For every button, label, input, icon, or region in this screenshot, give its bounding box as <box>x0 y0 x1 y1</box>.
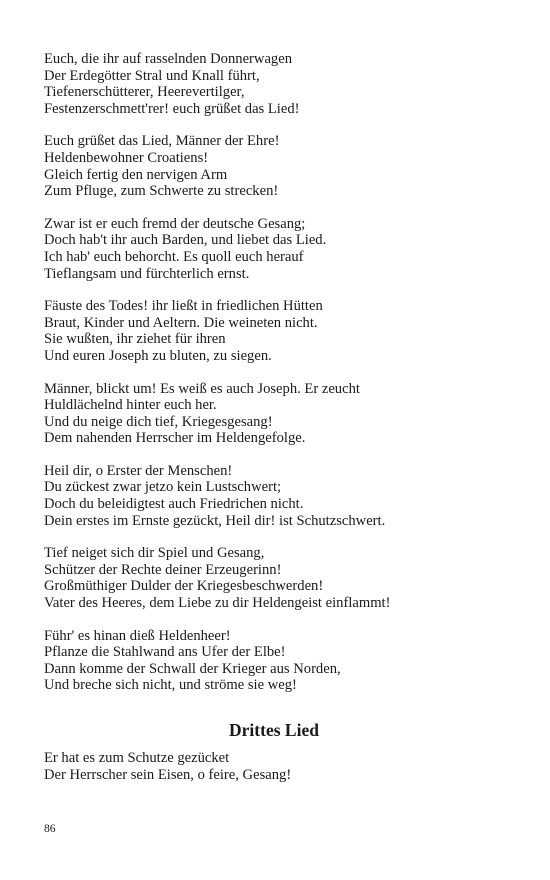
verse-line: Fäuste des Todes! ihr ließt in friedlichen Hütten <box>44 298 323 315</box>
verse-line: Sie wußten, ihr ziehet für ihren <box>44 331 226 348</box>
verse-line: Der Erdegötter Stral und Knall führt, <box>44 67 260 84</box>
verse-line: Führ' es hinan dieß Heldenheer! <box>44 627 231 644</box>
verse-line: Doch hab't ihr auch Barden, und liebet das Lied. <box>44 232 327 249</box>
stanza-7 <box>44 545 524 611</box>
verse-line: Euch, die ihr auf rasselnden Donnerwagen <box>44 51 293 67</box>
section-opening-stanza <box>44 750 524 783</box>
verse-line: Vater des Heeres, dem Liebe zu dir Heldengeist einflammt! <box>44 595 391 612</box>
verse-line: Und euren Joseph zu bluten, zu siegen. <box>44 347 272 364</box>
verse-line: Und breche sich nicht, und ströme sie weg! <box>44 677 297 694</box>
verse-line: Doch du beleidigtest auch Friedrichen nicht. <box>44 496 304 513</box>
verse-line: Du zückest zwar jetzo kein Lustschwert; <box>44 479 282 496</box>
stanza-6 <box>44 463 524 529</box>
verse-line: Der Herrscher sein Eisen, o feire, Gesang! <box>44 766 292 783</box>
verse-line: Dann komme der Schwall der Krieger aus Norden, <box>44 660 341 677</box>
stanza-2 <box>44 133 524 199</box>
poem-text <box>44 51 524 799</box>
verse-line: Schützer der Rechte deiner Erzeugerinn! <box>44 561 282 578</box>
verse-line: Dein erstes im Ernste gezückt, Heil dir! ist Schutzschwert. <box>44 512 386 529</box>
verse-line: Heldenbewohner Croatiens! <box>44 149 209 166</box>
verse-line: Festenzerschmett'rer! euch grüßet das Lied! <box>44 100 300 117</box>
verse-line: Zwar ist er euch fremd der deutsche Gesang; <box>44 215 306 232</box>
page-number: 86 <box>44 823 56 835</box>
verse-line: Braut, Kinder und Aeltern. Die weineten nicht. <box>44 314 318 331</box>
verse-line: Er hat es zum Schutze gezücket <box>44 750 230 766</box>
verse-line: Heil dir, o Erster der Menschen! <box>44 462 233 479</box>
verse-line: Ich hab' euch behorcht. Es quoll euch herauf <box>44 248 304 265</box>
stanza-5 <box>44 381 524 447</box>
verse-line: Männer, blickt um! Es weiß es auch Joseph. Er zeucht <box>44 380 360 397</box>
verse-line: Tief neiget sich dir Spiel und Gesang, <box>44 545 265 562</box>
verse-line: Pflanze die Stahlwand ans Ufer der Elbe! <box>44 644 286 661</box>
verse-line: Und du neige dich tief, Kriegesgesang! <box>44 413 273 430</box>
verse-line: Huldlächelnd hinter euch her. <box>44 397 217 414</box>
verse-line: Gleich fertig den nervigen Arm <box>44 166 228 183</box>
stanza-3 <box>44 216 524 282</box>
verse-line: Dem nahenden Herrscher im Heldengefolge. <box>44 430 306 447</box>
section-heading: Drittes Lied <box>229 720 319 740</box>
verse-line: Euch grüßet das Lied, Männer der Ehre! <box>44 133 280 150</box>
verse-line: Tiefenerschütterer, Heerevertilger, <box>44 84 245 101</box>
stanza-4 <box>44 298 524 364</box>
stanza-8 <box>44 628 524 694</box>
verse-line: Großmüthiger Dulder der Kriegesbeschwerden! <box>44 578 324 595</box>
stanza-1 <box>44 51 524 117</box>
verse-line: Zum Pfluge, zum Schwerte zu strecken! <box>44 183 279 200</box>
verse-line: Tieflangsam und fürchterlich ernst. <box>44 265 250 282</box>
